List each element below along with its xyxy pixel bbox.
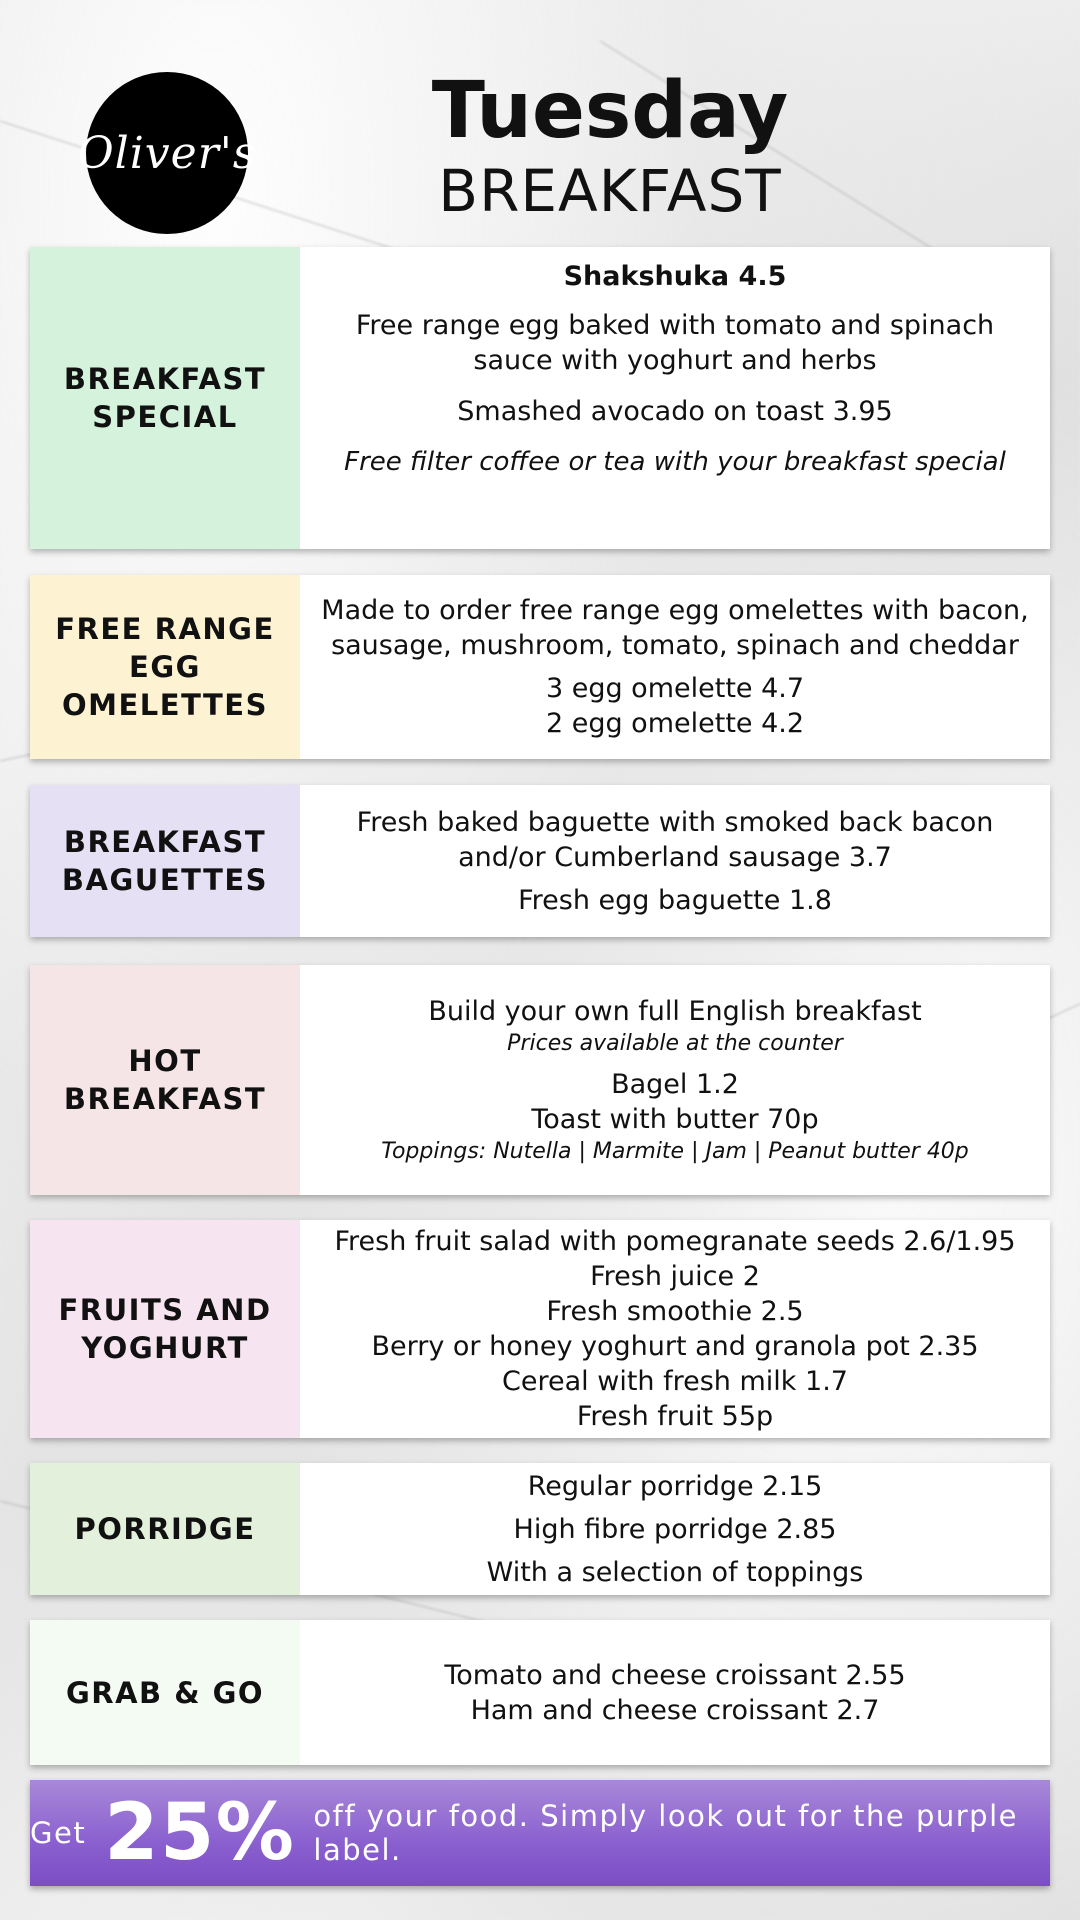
- section-items: [300, 965, 1050, 1195]
- section-breakfast-special: [30, 247, 1050, 549]
- menu-note: Free filter coffee or tea with your breakfast special: [344, 447, 1006, 477]
- menu-item: Toast with butter 70p: [531, 1103, 819, 1135]
- section-label: GRAB & GO: [30, 1620, 300, 1765]
- menu-item: Regular porridge 2.15: [527, 1470, 823, 1502]
- menu-item: Cereal with fresh milk 1.7: [502, 1366, 848, 1397]
- section-items: [300, 575, 1050, 759]
- section-fruits-yoghurt: [30, 1220, 1050, 1438]
- menu-item: 2 egg omelette 4.2: [545, 708, 805, 739]
- section-items: [300, 785, 1050, 937]
- menu-item: Tomato and cheese croissant 2.55: [444, 1659, 906, 1691]
- promo-discount: 25%: [104, 1788, 296, 1878]
- menu-item: Fresh smoothie 2.5: [546, 1296, 804, 1327]
- menu-item: Bagel 1.2: [611, 1068, 739, 1100]
- section-porridge: [30, 1463, 1050, 1595]
- menu-item: High fibre porridge 2.85: [513, 1513, 837, 1545]
- menu-item: Fresh egg baguette 1.8: [518, 884, 832, 916]
- section-items: [300, 1463, 1050, 1595]
- menu-item-description: Free range egg baked with tomato and spinach sauce with yoghurt and herbs: [355, 310, 995, 376]
- section-label: FREE RANGE EGG OMELETTES: [30, 575, 300, 759]
- section-items: [300, 247, 1050, 549]
- promo-prefix: Get: [30, 1816, 87, 1850]
- logo-text: Oliver's: [77, 127, 257, 179]
- oliver-logo: [77, 72, 257, 234]
- promo-text: off your food. Simply look out for the purple label.: [313, 1799, 1018, 1867]
- menu-note: Toppings: Nutella | Marmite | Jam | Peanut butter 40p: [381, 1138, 969, 1164]
- menu-header: [0, 0, 1080, 240]
- menu-item: 3 egg omelette 4.7: [545, 673, 805, 704]
- menu-item: Shakshuka 4.5: [563, 261, 787, 292]
- menu-meal: BREAKFAST: [438, 157, 782, 225]
- menu-item-description: Made to order free range egg omelettes with bacon, sausage, mushroom, tomato, spinach and cheddar: [321, 595, 1029, 661]
- section-omelettes: [30, 575, 1050, 759]
- menu-item: Build your own full English breakfast: [428, 995, 922, 1027]
- section-label: BREAKFAST SPECIAL: [30, 247, 300, 549]
- menu-item: Ham and cheese croissant 2.7: [470, 1694, 880, 1726]
- section-items: [300, 1620, 1050, 1765]
- menu-item: Berry or honey yoghurt and granola pot 2.35: [371, 1331, 979, 1362]
- section-label: FRUITS AND YOGHURT: [30, 1220, 300, 1438]
- section-label: BREAKFAST BAGUETTES: [30, 785, 300, 937]
- menu-day: Tuesday: [431, 66, 789, 156]
- menu-item: Fresh baked baguette with smoked back bacon and/or Cumberland sausage 3.7: [356, 806, 994, 873]
- menu-item: Fresh juice 2: [590, 1261, 760, 1292]
- menu-note: Prices available at the counter: [507, 1030, 843, 1056]
- section-hot-breakfast: [30, 965, 1050, 1195]
- menu-item: Fresh fruit salad with pomegranate seeds 2.6/1.95: [334, 1226, 1016, 1257]
- promo-banner: [30, 1780, 1050, 1886]
- menu-item: With a selection of toppings: [486, 1556, 864, 1588]
- menu-item: Smashed avocado on toast 3.95: [457, 396, 893, 427]
- section-grab-go: [30, 1620, 1050, 1765]
- section-label: HOT BREAKFAST: [30, 965, 300, 1195]
- section-baguettes: [30, 785, 1050, 937]
- section-items: [300, 1220, 1050, 1438]
- section-label: PORRIDGE: [30, 1463, 300, 1595]
- menu-item: Fresh fruit 55p: [576, 1401, 774, 1432]
